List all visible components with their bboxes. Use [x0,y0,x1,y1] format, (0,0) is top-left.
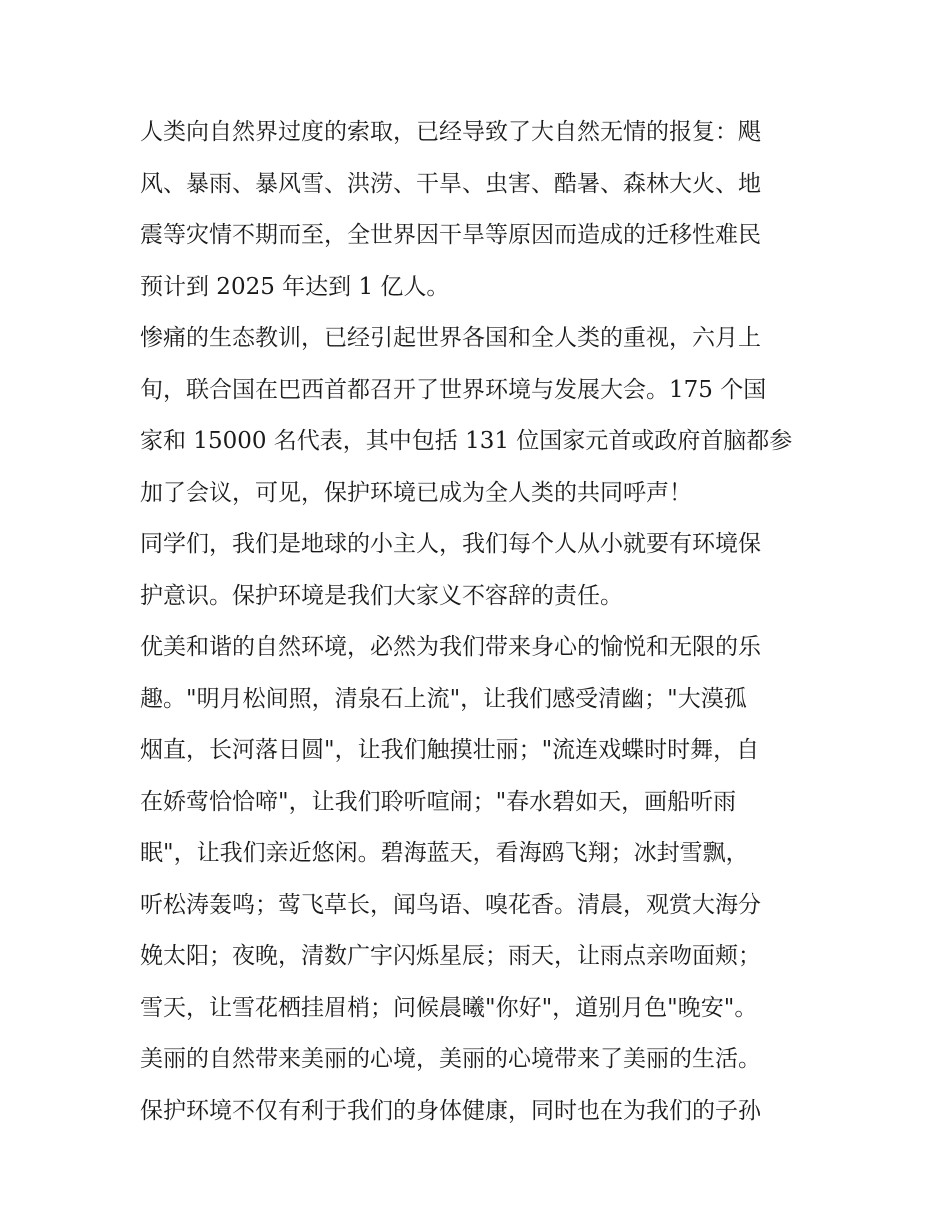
text-line: 娩太阳；夜晚，清数广宇闪烁星辰；雨天，让雨点亲吻面颊； [140,943,761,969]
text-line: 风、暴雨、暴风雪、洪涝、干旱、虫害、酷暑、森林大火、地 [140,170,761,197]
text-line: 优美和谐的自然环境，必然为我们带来身心的愉悦和无限的乐 [140,634,761,660]
text-line: 震等灾情不期而至，全世界因干旱等原因而造成的迁移性难民 [140,222,761,248]
text-line: 雪天，让雪花栖挂眉梢；问候晨曦"你好"，道别月色"晚安"。 [140,994,758,1021]
text-line: 护意识。保护环境是我们大家义不容辞的责任。 [140,582,623,609]
text-line: 在娇莺恰恰啼"，让我们聆听喧闹；"春水碧如天，画船听雨 [140,788,737,815]
text-line: 美丽的自然带来美丽的心境，美丽的心境带来了美丽的生活。 [140,1046,761,1072]
text-line: 听松涛轰鸣；莺飞草长，闻鸟语、嗅花香。清晨，观赏大海分 [140,891,761,918]
text-line: 烟直，长河落日圆"，让我们触摸壮丽；"流连戏蝶时时舞，自 [140,737,760,763]
text-line: 惨痛的生态教训，已经引起世界各国和全人类的重视，六月上 [140,325,761,351]
text-line: 保护环境不仅有利于我们的身体健康，同时也在为我们的子孙 [140,1097,761,1124]
text-line: 人类向自然界过度的索取，已经导致了大自然无情的报复：飓 [140,119,761,145]
text-line: 加了会议，可见，保护环境已成为全人类的共同呼声！ [140,479,692,506]
text-line: 趣。"明月松间照，清泉石上流"，让我们感受清幽；"大漠孤 [140,685,747,712]
text-line: 眠"，让我们亲近悠闲。碧海蓝天，看海鸥飞翔；冰封雪飘， [140,840,749,866]
text-line: 旬，联合国在巴西首都召开了世界环境与发展大会。175 个国 [140,376,767,403]
text-line: 预计到 2025 年达到 1 亿人。 [140,273,450,300]
text-line: 同学们，我们是地球的小主人，我们每个人从小就要有环境保 [140,531,761,557]
document-body [140,107,816,1137]
text-line: 家和 15000 名代表，其中包括 131 位国家元首或政府首脑都参 [140,428,793,454]
